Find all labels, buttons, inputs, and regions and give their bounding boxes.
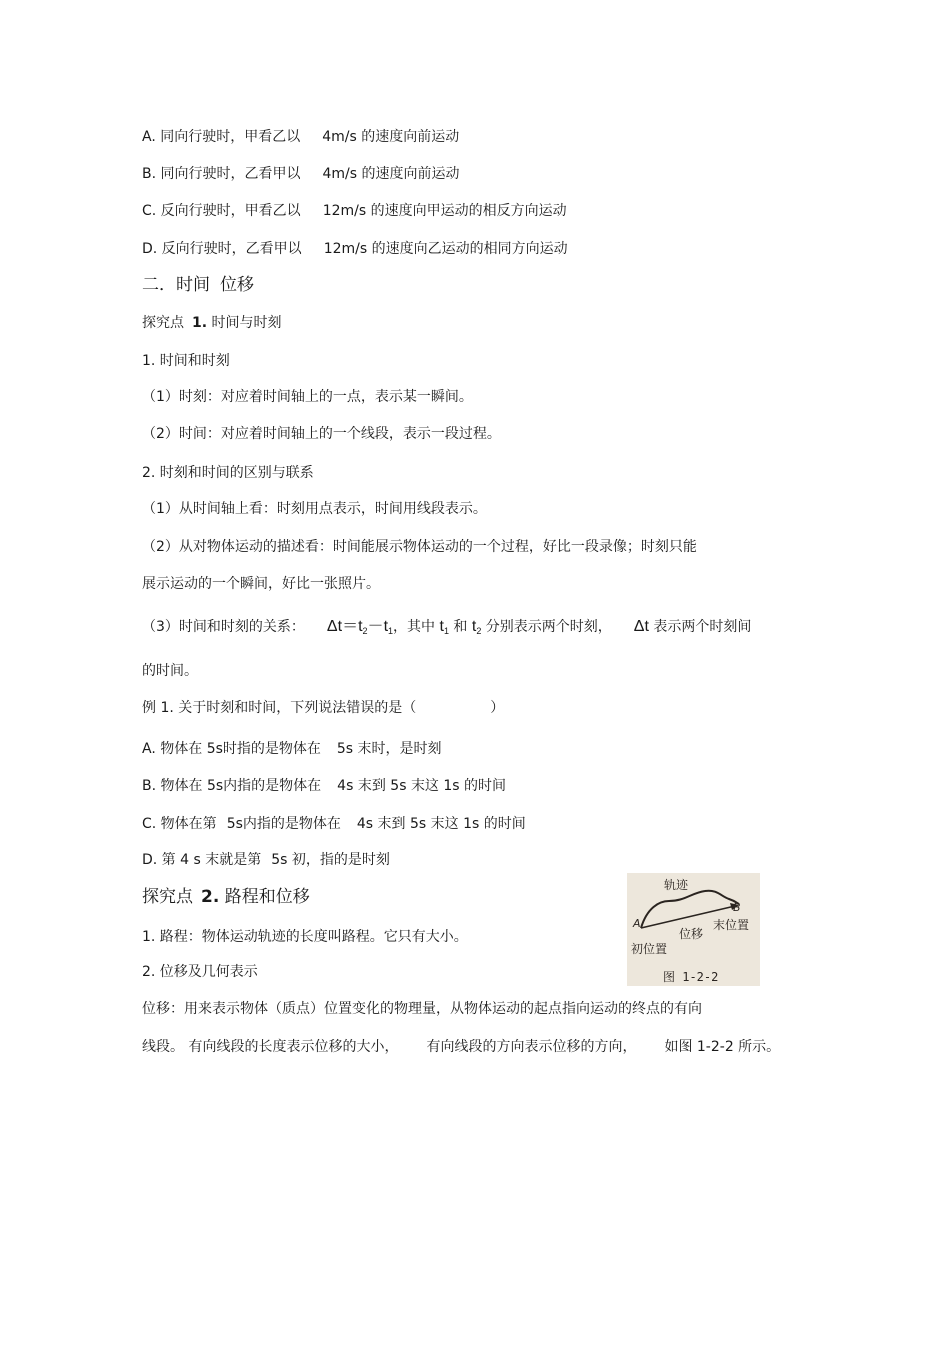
label-point-b: B: [733, 901, 741, 914]
p3-item-a: 1. 路程：物体运动轨迹的长度叫路程。它只有大小。: [142, 929, 468, 945]
option-c: C. 反向行驶时，甲看乙以 12m/s 的速度向甲运动的相反方向运动: [142, 203, 567, 219]
p3-item-c-line1: 位移：用来表示物体（质点）位置变化的物理量，从物体运动的起点指向运动的终点的有向: [142, 1001, 702, 1017]
explore-point-1: 探究点 1. 时间与时刻: [142, 315, 282, 331]
option-a: A. 同向行驶时，甲看乙以 4m/s 的速度向前运动: [142, 129, 460, 145]
p1-item-b: （2）时间：对应着时间轴上的一个线段，表示一段过程。: [142, 426, 501, 442]
example-1-option-a: A. 物体在 5s时指的是物体在 5s 末时，是时刻: [142, 741, 442, 757]
label-start-position: 初位置: [631, 942, 668, 956]
label-point-a: A: [633, 917, 641, 930]
p2-heading: 2. 时刻和时间的区别与联系: [142, 465, 314, 481]
p3-item-c-line2: 线段。 有向线段的长度表示位移的大小， 有向线段的方向表示位移的方向， 如图 1-2-2 所示。: [142, 1039, 781, 1055]
section-heading: 二．时间 位移: [142, 275, 254, 295]
p2-item-b-line1: （2）从对物体运动的描述看：时间能展示物体运动的一个过程，好比一段录像；时刻只能: [142, 539, 697, 555]
label-track: 轨迹: [664, 878, 689, 892]
p2-item-c-end: 的时间。: [142, 663, 198, 679]
option-d: D. 反向行驶时，乙看甲以 12m/s 的速度向乙运动的相同方向运动: [142, 241, 568, 257]
p2-item-b-line2: 展示运动的一个瞬间，好比一张照片。: [142, 576, 380, 592]
p2-item-c: （3）时间和时刻的关系： $\Delta t=t_2-t_1$，其中 $t_1$ 和 $t_2$ 分别表示两个时刻， Δt 表示两个时刻间: [142, 618, 752, 636]
figure-caption: 图 1-2-2: [663, 970, 719, 984]
example-1-option-d: D. 第 4 s 末就是第 5s 初，指的是时刻: [142, 852, 390, 868]
label-end-position: 末位置: [713, 918, 750, 932]
label-displacement: 位移: [679, 927, 704, 941]
example-1-option-b: B. 物体在 5s内指的是物体在 4s 末到 5s 末这 1s 的时间: [142, 778, 507, 794]
p1-heading: 1. 时间和时刻: [142, 353, 230, 369]
p3-item-b: 2. 位移及几何表示: [142, 964, 258, 980]
option-b: B. 同向行驶时，乙看甲以 4m/s 的速度向前运动: [142, 166, 460, 182]
example-1-option-c: C. 物体在第 5s内指的是物体在 4s 末到 5s 末这 1s 的时间: [142, 816, 526, 832]
p1-item-a: （1）时刻：对应着时间轴上的一点，表示某一瞬间。: [142, 389, 473, 405]
formula: $\Delta t=t_2-t_1$: [326, 618, 394, 636]
figure-track-displacement: [627, 873, 760, 986]
p2-item-a: （1）从时间轴上看：时刻用点表示，时间用线段表示。: [142, 501, 487, 517]
explore-point-2: 探究点 2. 路程和位移: [142, 887, 310, 907]
example-1-question: 例 1. 关于时刻和时间，下列说法错误的是（ ）: [142, 700, 505, 716]
